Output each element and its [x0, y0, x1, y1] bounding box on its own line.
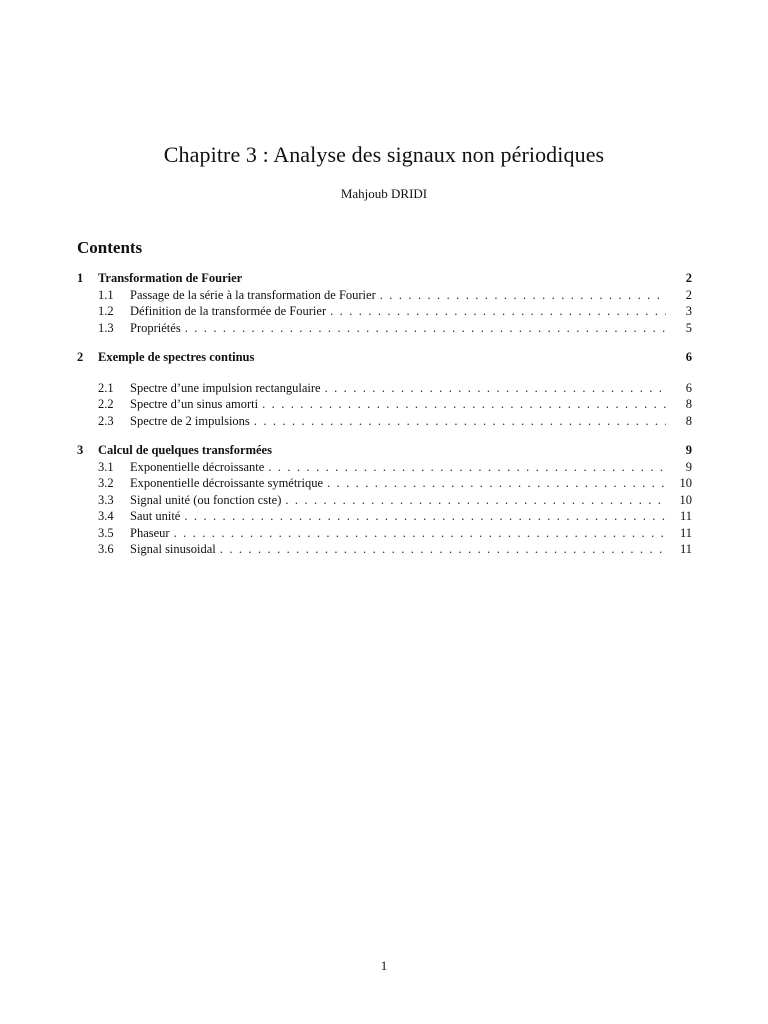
toc-section-2[interactable] [77, 349, 692, 366]
toc-subsection-label: Définition de la transformée de Fourier [130, 304, 327, 318]
toc-subsection-page: 2 [685, 287, 692, 302]
toc-subsection-page: 10 [679, 476, 692, 490]
toc-section-number: 1 [77, 271, 84, 285]
toc-section-number: 3 [77, 443, 84, 457]
dot-leader [330, 303, 666, 320]
toc-section-label: Exemple de spectres continus [98, 350, 255, 364]
toc-section-page: 6 [685, 350, 692, 364]
toc-subsection-3-2[interactable] [77, 475, 692, 492]
toc-subsection-number: 3.4 [98, 509, 114, 523]
toc-subsection-page: 11 [679, 525, 692, 540]
toc-subsection-3-6[interactable] [77, 541, 692, 558]
toc-subsection-3-4[interactable] [77, 508, 692, 525]
toc-subsection-label: Exponentielle décroissante [130, 459, 265, 474]
toc-subsection-number: 1.2 [98, 304, 114, 318]
toc-subsection-label: Phaseur [130, 525, 170, 540]
toc-subsection-page: 8 [685, 397, 692, 411]
toc-subsection-page: 9 [685, 459, 692, 474]
page-number: 1 [380, 958, 388, 973]
toc-section-label: Transformation de Fourier [98, 271, 243, 285]
toc-subsection-number: 2.3 [98, 413, 114, 428]
toc-subsection-label: Signal sinusoidal [130, 542, 216, 556]
spacer [77, 366, 692, 380]
toc-subsection-number: 3.6 [98, 542, 114, 556]
toc-subsection-number: 1.1 [98, 287, 114, 302]
dot-leader [185, 320, 666, 337]
document-title: Chapitre 3 : Analyse des signaux non périodiques [163, 142, 605, 167]
toc-section-page: 9 [685, 443, 692, 457]
toc-section-1[interactable] [77, 270, 692, 287]
toc-subsection-number: 1.3 [98, 320, 114, 335]
toc-subsection-number: 3.5 [98, 525, 114, 540]
dot-leader [268, 459, 666, 476]
toc-section-3[interactable] [77, 442, 692, 459]
toc-subsection-number: 3.1 [98, 459, 114, 474]
toc-subsection-page: 3 [685, 304, 692, 318]
toc-subsection-page: 11 [679, 509, 692, 523]
toc-subsection-3-3[interactable] [77, 492, 692, 509]
toc-subsection-3-5[interactable] [77, 525, 692, 542]
spacer [77, 429, 692, 442]
toc-subsection-label: Passage de la série à la transformation de Fourier [130, 287, 376, 302]
toc-subsection-1-3[interactable] [77, 320, 692, 337]
toc-section-page: 2 [685, 271, 692, 285]
toc-subsection-number: 3.2 [98, 476, 114, 490]
toc-subsection-label: Spectre d’une impulsion rectangulaire [130, 380, 321, 395]
toc-subsection-label: Signal unité (ou fonction cste) [130, 492, 282, 507]
spacer [77, 336, 692, 349]
toc-subsection-number: 2.1 [98, 380, 114, 395]
toc-section-label: Calcul de quelques transformées [98, 443, 272, 457]
dot-leader [174, 525, 666, 542]
dot-leader [285, 492, 666, 509]
toc-subsection-label: Spectre de 2 impulsions [130, 413, 250, 428]
toc-subsection-3-1[interactable] [77, 459, 692, 476]
toc-subsection-page: 5 [685, 320, 692, 335]
dot-leader [184, 508, 666, 525]
toc-subsection-label: Saut unité [130, 509, 181, 523]
toc-subsection-number: 2.2 [98, 397, 114, 411]
toc-subsection-2-1[interactable] [77, 380, 692, 397]
table-of-contents [77, 270, 692, 558]
dot-leader [380, 287, 666, 304]
dot-leader [220, 541, 666, 558]
toc-subsection-page: 8 [685, 413, 692, 428]
toc-subsection-page: 6 [685, 380, 692, 395]
toc-subsection-label: Exponentielle décroissante symétrique [130, 476, 323, 490]
toc-subsection-page: 11 [679, 542, 692, 556]
dot-leader [327, 475, 666, 492]
contents-heading: Contents [77, 238, 143, 257]
toc-section-number: 2 [77, 350, 84, 364]
toc-subsection-page: 10 [679, 492, 692, 507]
document-author: Mahjoub DRIDI [340, 186, 428, 201]
dot-leader [262, 396, 666, 413]
toc-subsection-1-2[interactable] [77, 303, 692, 320]
toc-subsection-label: Propriétés [130, 320, 181, 335]
toc-subsection-2-2[interactable] [77, 396, 692, 413]
toc-subsection-number: 3.3 [98, 492, 114, 507]
toc-subsection-label: Spectre d’un sinus amorti [130, 397, 259, 411]
dot-leader [254, 413, 666, 430]
dot-leader [325, 380, 666, 397]
toc-subsection-2-3[interactable] [77, 413, 692, 430]
toc-subsection-1-1[interactable] [77, 287, 692, 304]
